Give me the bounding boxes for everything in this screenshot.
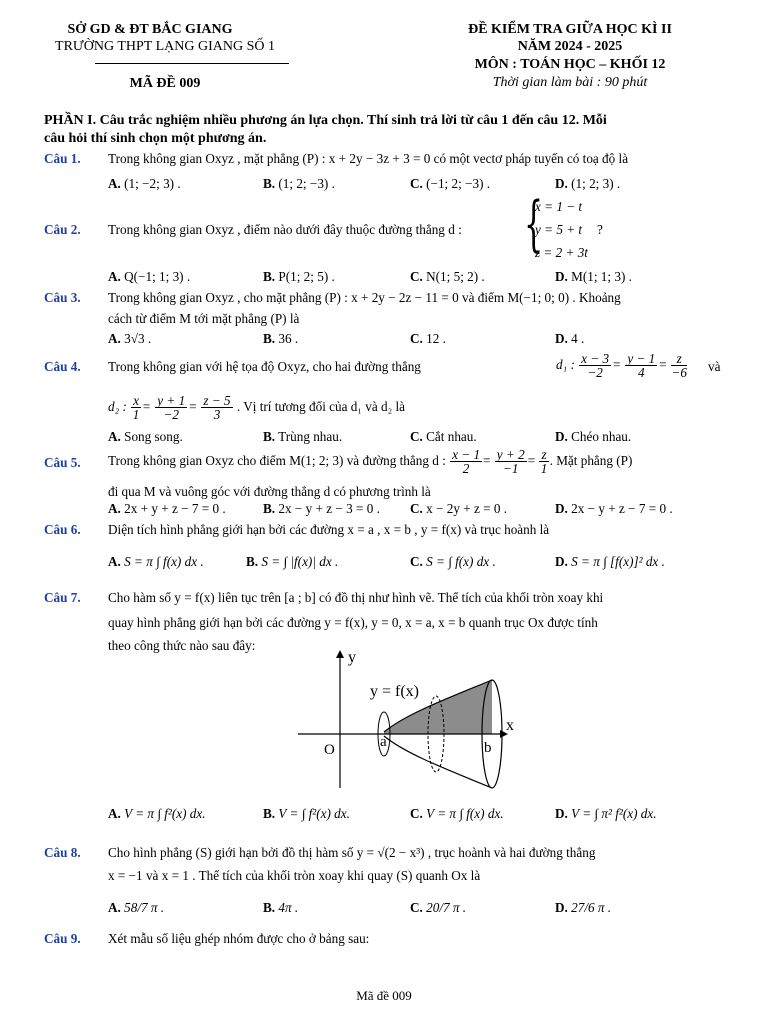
option-a[interactable]: A. V = π ∫ f²(x) dx.: [108, 806, 206, 821]
option-d[interactable]: D. M(1; 1; 3) .: [555, 269, 632, 284]
question-stem-line3: theo công thức nào sau đây:: [108, 638, 256, 653]
option-a[interactable]: A. 58/7 π .: [108, 900, 165, 915]
option-a[interactable]: A. 3√3 .: [108, 331, 152, 346]
label-origin: O: [324, 742, 335, 758]
option-b[interactable]: B. Trùng nhau.: [263, 429, 343, 444]
question-label: Câu 5.: [44, 455, 81, 470]
option-a[interactable]: A. (1; −2; 3) .: [108, 176, 181, 191]
question-label: Câu 3.: [44, 290, 81, 305]
option-d[interactable]: D. (1; 2; 3) .: [555, 176, 621, 191]
option-d[interactable]: D. 4 .: [555, 331, 585, 346]
question-stem-line2: đi qua M và vuông góc với đường thẳng d có phương trình là: [108, 484, 431, 499]
question-stem: Xét mẫu số liệu ghép nhóm được cho ở bảng sau:: [108, 931, 370, 946]
option-d[interactable]: D. 2x − y + z − 7 = 0 .: [555, 501, 673, 516]
option-b[interactable]: B. 2x − y + z − 3 = 0 .: [263, 501, 380, 516]
part1-heading: PHẦN I. Câu trắc nghiệm nhiều phương án lựa chọn. Thí sinh trả lời từ câu 1 đến câu 12. Mỗi: [44, 113, 607, 128]
exam-code: MÃ ĐỀ 009: [129, 76, 201, 91]
question-stem-line2: quay hình phẳng giới hạn bởi các đường y = f(x), y = 0, x = a, x = b quanh trục Ox được tính: [108, 615, 598, 630]
system-eq: z = 2 + 3t: [535, 245, 588, 260]
question-label: Câu 7.: [44, 590, 81, 605]
header-divider: [95, 63, 289, 64]
question-stem: Trong không gian với hệ tọa độ Oxyz, cho hai đường thẳng: [108, 359, 421, 374]
option-a[interactable]: A. S = π ∫ f(x) dx .: [108, 554, 204, 569]
option-b[interactable]: B. 36 .: [263, 331, 299, 346]
solid-of-revolution-figure: [296, 644, 536, 790]
option-c[interactable]: C. 12 .: [410, 331, 446, 346]
line-equation-d2: d₂ : $\frac{x}{1}$ = $\frac{y + 1}{-2}$ = $\frac{z - 5}{3}$ . Vị trí tương đối của d₁ và d₂ là: [108, 393, 406, 423]
question-stem: Cho hình phẳng (S) giới hạn bởi đồ thị hàm số y = √(2 − x³) , trục hoành và hai đường thẳng: [108, 845, 596, 860]
conjunction: và: [708, 359, 721, 374]
part1-heading-line2: câu hỏi thí sinh chọn một phương án.: [44, 131, 267, 146]
question-stem: Trong không gian Oxyz , điểm nào dưới đây thuộc đường thẳng d :: [108, 222, 462, 237]
option-c[interactable]: C. x − 2y + z = 0 .: [410, 501, 508, 516]
question-stem: Trong không gian Oxyz cho điểm M(1; 2; 3) và đường thẳng d : $\frac{x - 1}{2}$ = $\frac{y + 2}{-1}$ = $\frac{z}{1}$ . Mặt phẳng (P): [108, 447, 633, 477]
option-c[interactable]: C. 20/7 π .: [410, 900, 467, 915]
system-brace: {: [524, 189, 544, 259]
question-label: Câu 6.: [44, 522, 81, 537]
option-c[interactable]: C. S = ∫ f(x) dx .: [410, 554, 496, 569]
option-d[interactable]: D. S = π ∫ [f(x)]² dx .: [555, 554, 665, 569]
question-stem: Cho hàm số y = f(x) liên tục trên [a ; b] có đồ thị như hình vẽ. Thể tích của khối tròn xoay khi: [108, 590, 604, 605]
option-b[interactable]: B. V = ∫ f²(x) dx.: [263, 806, 350, 821]
option-b[interactable]: B. (1; 2; −3) .: [263, 176, 335, 191]
question-label: Câu 8.: [44, 845, 81, 860]
option-b[interactable]: B. S = ∫ |f(x)| dx .: [246, 554, 339, 569]
question-label: Câu 1.: [44, 151, 81, 166]
option-c[interactable]: C. N(1; 5; 2) .: [410, 269, 485, 284]
exam-title: ĐỀ KIỂM TRA GIỮA HỌC KÌ II: [468, 22, 672, 37]
option-d[interactable]: D. Chéo nhau.: [555, 429, 632, 444]
question-tail: ?: [597, 222, 603, 237]
option-d[interactable]: D. V = ∫ π² f²(x) dx.: [555, 806, 657, 821]
label-a: a: [380, 734, 387, 750]
question-label: Câu 9.: [44, 931, 81, 946]
page-footer: Mã đề 009: [356, 988, 412, 1003]
option-c[interactable]: C. Cắt nhau.: [410, 429, 477, 444]
line-equation-d1: d₁ : $\frac{x - 3}{-2}$ = $\frac{y - 1}{4}$ = $\frac{z}{-6}$: [556, 351, 687, 381]
option-a[interactable]: A. Song song.: [108, 429, 183, 444]
question-stem-line2: x = −1 và x = 1 . Thể tích của khối tròn xoay khi quay (S) quanh Ox là: [108, 868, 481, 883]
question-label: Câu 2.: [44, 222, 81, 237]
option-a[interactable]: A. Q(−1; 1; 3) .: [108, 269, 191, 284]
curve-lower: [384, 736, 492, 788]
question-stem: Trong không gian Oxyz , cho mặt phẳng (P) : x + 2y − 2z − 11 = 0 và điểm M(−1; 0; 0) . Khoảng: [108, 290, 621, 305]
label-y: y: [348, 649, 356, 666]
system-eq: x = 1 − t: [535, 199, 583, 214]
option-a[interactable]: A. 2x + y + z − 7 = 0 .: [108, 501, 226, 516]
option-d[interactable]: D. 27/6 π .: [555, 900, 612, 915]
option-b[interactable]: B. 4π .: [263, 900, 299, 915]
question-stem-line2: cách từ điểm M tới mặt phẳng (P) là: [108, 311, 300, 326]
question-stem: Trong không gian Oxyz , mặt phẳng (P) : x + 2y − 3z + 3 = 0 có một vectơ pháp tuyến có toạ độ là: [108, 151, 629, 166]
exam-time: Thời gian làm bài : 90 phút: [492, 75, 648, 90]
question-stem: Diện tích hình phẳng giới hạn bởi các đường x = a , x = b , y = f(x) và trục hoành là: [108, 522, 550, 537]
department-name: SỞ GD & ĐT BẮC GIANG: [67, 22, 233, 37]
school-name: TRƯỜNG THPT LẠNG GIANG SỐ 1: [55, 39, 275, 54]
option-c[interactable]: C. (−1; 2; −3) .: [410, 176, 491, 191]
exam-subject: MÔN : TOÁN HỌC – KHỐI 12: [474, 57, 666, 72]
exam-year: NĂM 2024 - 2025: [517, 39, 623, 54]
label-curve: y = f(x): [370, 683, 420, 700]
option-c[interactable]: C. V = π ∫ f(x) dx.: [410, 806, 504, 821]
system-eq: y = 5 + t: [535, 222, 583, 237]
y-axis-arrow: [336, 650, 344, 658]
question-label: Câu 4.: [44, 359, 81, 374]
option-b[interactable]: B. P(1; 2; 5) .: [263, 269, 335, 284]
label-x: x: [506, 717, 514, 734]
label-b: b: [484, 740, 492, 756]
